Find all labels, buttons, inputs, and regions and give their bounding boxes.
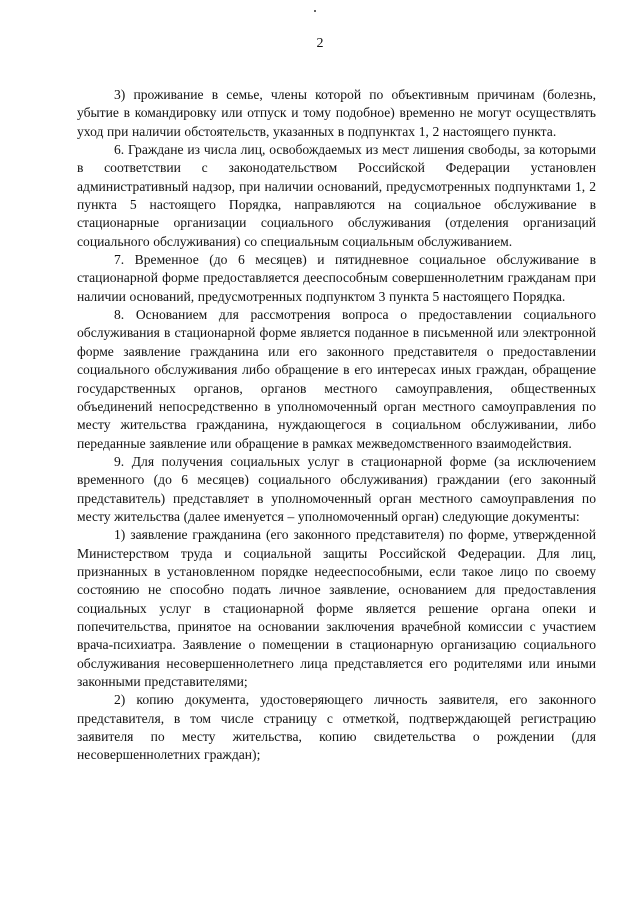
paragraph-item-3: 3) проживание в семье, члены которой по объективным причинам (болезнь, убытие в командировку или отпуск и тому подобное) временно не могут осуществлять уход при наличии обстоятельств, указанных в подпунктах 1, 2 настоящего пункта. xyxy=(77,87,596,139)
paragraph-6: 6. Граждане из числа лиц, освобождаемых из мест лишения свободы, за которыми в соответствии с законодательством Российской Федерации установлен административный надзор, при наличии оснований, предусмотренных подпунктами 1, 2 пункта 5 настоящего Порядка, направляются на социальное обслуживание в стационарные организации социального обслуживания (отделения организаций социального обслуживания) со специальным социальным обслуживанием. xyxy=(77,142,596,249)
paragraph-9-item-2: 2) копию документа, удостоверяющего личность заявителя, его законного представителя, в том числе страницу с отметкой, подтверждающей регистрацию заявителя по месту жительства, копию свидетельства о рождении (для несовершеннолетних граждан); xyxy=(77,692,596,763)
paragraph-9-item-1: 1) заявление гражданина (его законного представителя) по форме, утвержденной Министерством труда и социальной защиты Российской Федерации. Для лиц, признанных в установленном порядке недееспособными, если такое лицо по своему состоянию не способно подать личное заявление, основанием для предоставления социальных услуг в стационарной форме является решение органа опеки и попечительства, принятое на основании заключения врачебной комиссии с участием врача-психиатра. Заявление о помещении в стационарную организацию социального обслуживания несовершеннолетнего лица представляется его родителями или иными законными представителями; xyxy=(77,527,596,689)
scan-speck xyxy=(314,10,316,12)
paragraph-8: 8. Основанием для рассмотрения вопроса о предоставлении социального обслуживания в стационарной форме является поданное в письменной или электронной форме заявление гражданина или его законного представителя о предоставлении социального обслуживания либо обращение в его интересах иных граждан, обращение государственных органов, органов местного самоуправления, общественных объединений непосредственно в уполномоченный орган местного самоуправления по месту жительства гражданина, нуждающегося в социальном обслуживании, либо переданные заявление или обращение в рамках межведомственного взаимодействия. xyxy=(77,307,596,451)
page-number: 2 xyxy=(316,36,324,51)
paragraph-9: 9. Для получения социальных услуг в стационарной форме (за исключением временного (до 6 месяцев) социального обслуживания) граждании (его законный представитель) представляет в уполномоченный орган местного самоуправления по месту жительства (далее именуется – уполномоченный орган) следующие документы: xyxy=(77,453,596,524)
paragraph-7: 7. Временное (до 6 месяцев) и пятидневное социальное обслуживание в стационарной форме предоставляется дееспособным совершеннолетним гражданам при наличии оснований, предусмотренных подпунктом 3 пункта 5 настоящего Порядка. xyxy=(77,252,596,304)
document-body xyxy=(77,86,596,765)
